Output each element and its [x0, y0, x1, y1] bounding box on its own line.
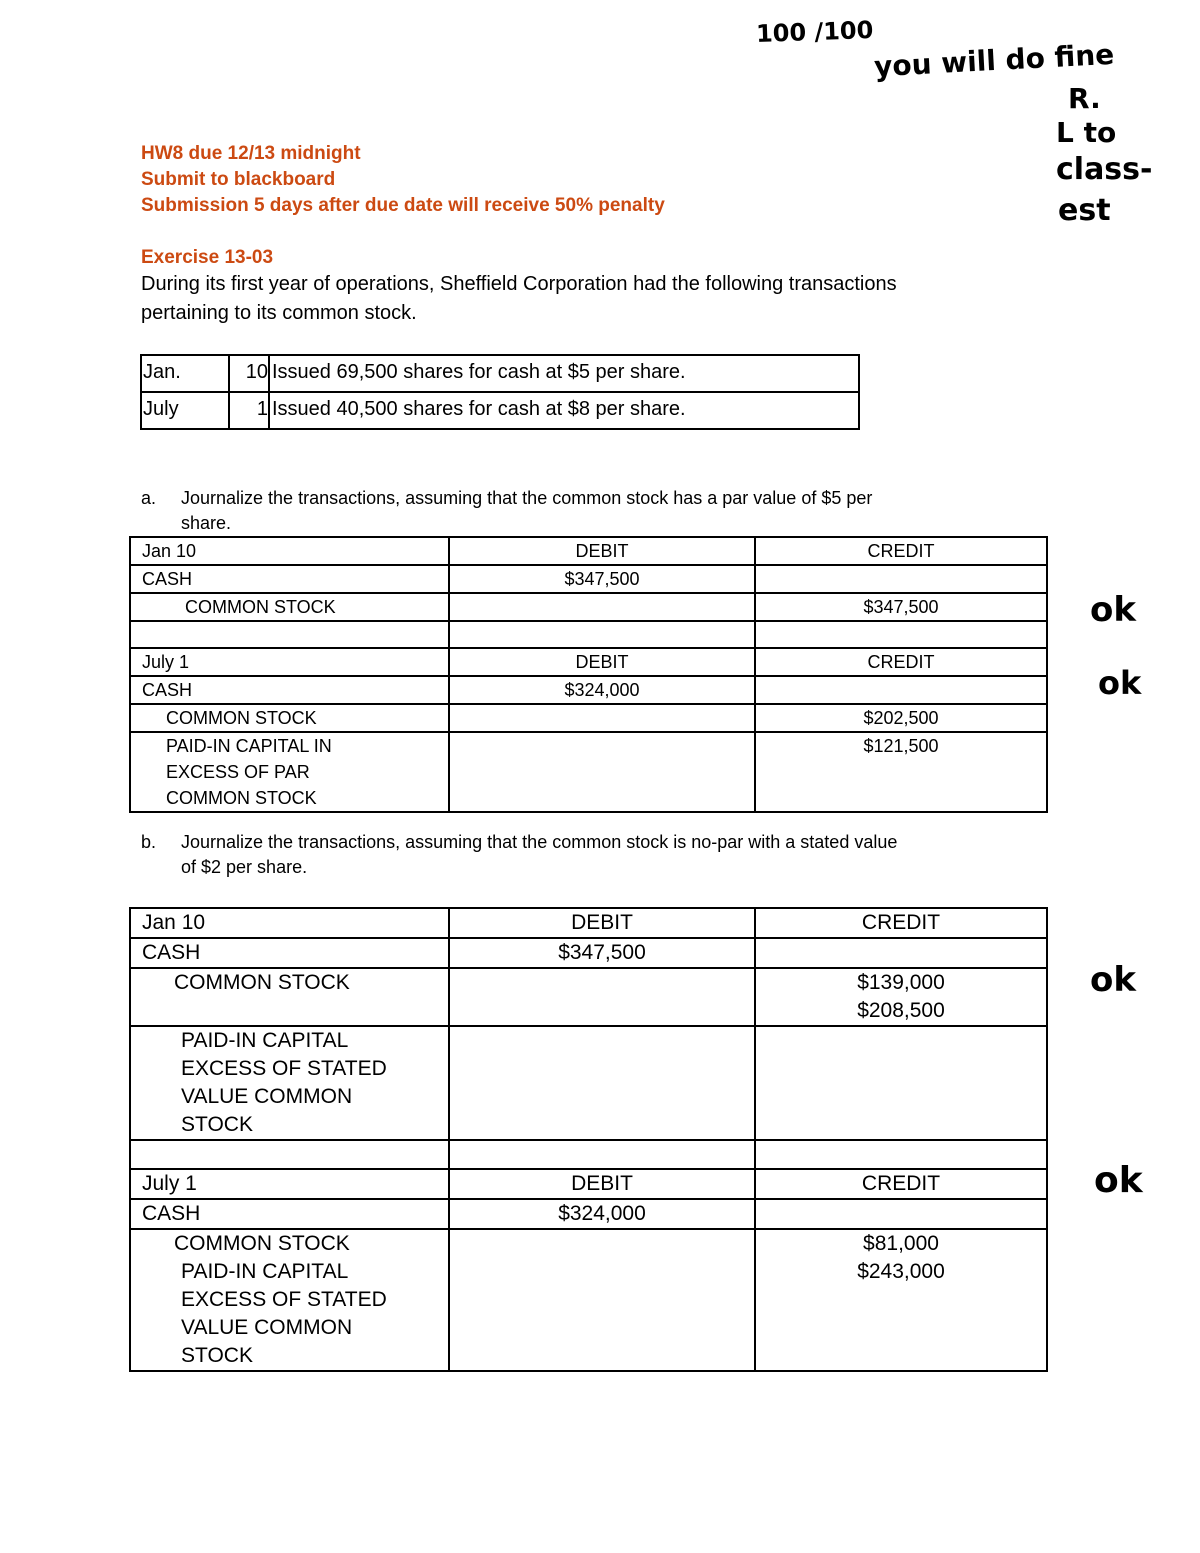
submission-instruction: Submit to blackboard	[141, 169, 336, 190]
debit-amount-cell	[449, 732, 755, 812]
transaction-month: Jan.	[141, 355, 229, 392]
grade-annotation: 100 /100	[755, 15, 874, 49]
journal-row	[130, 676, 1047, 704]
debit-header: DEBIT	[449, 1169, 755, 1199]
debit-account: CASH	[130, 938, 449, 968]
credit-account: COMMON STOCK	[130, 968, 449, 1026]
transaction-row	[141, 355, 859, 392]
credit-account-line: STOCK	[181, 1113, 253, 1136]
debit-amount: $324,000	[449, 1199, 755, 1229]
part-b-instruction-line: of $2 per share.	[181, 857, 308, 877]
transactions-table	[140, 354, 860, 430]
transaction-description: Issued 40,500 shares for cash at $8 per share.	[269, 392, 859, 429]
credit-amount-cell	[755, 1199, 1047, 1229]
credit-amount: $347,500	[755, 593, 1047, 621]
journal-row	[130, 704, 1047, 732]
credit-account	[130, 1026, 449, 1140]
journal-row	[130, 1229, 1047, 1371]
homework-due-date: HW8 due 12/13 midnight	[141, 143, 361, 164]
journal-spacer-row	[130, 1140, 1047, 1169]
handwritten-fragment: L to	[1056, 116, 1117, 149]
credit-amount-line: $139,000	[857, 971, 945, 994]
credit-amount-cell	[755, 1026, 1047, 1140]
debit-header: DEBIT	[449, 908, 755, 938]
journal-row	[130, 732, 1047, 812]
credit-account-line: VALUE COMMON	[181, 1085, 353, 1108]
debit-amount: $324,000	[449, 676, 755, 704]
credit-amount	[755, 1229, 1047, 1371]
transaction-day: 10	[229, 355, 269, 392]
debit-amount: $347,500	[449, 938, 755, 968]
journal-row	[130, 565, 1047, 593]
exercise-intro-line: During its first year of operations, Sheffield Corporation had the following transactions	[141, 273, 897, 295]
credit-amount-line: $208,500	[857, 999, 945, 1022]
credit-header: CREDIT	[755, 908, 1047, 938]
debit-amount-cell	[449, 704, 755, 732]
entry-date: Jan 10	[130, 537, 449, 565]
journal-header-row	[130, 648, 1047, 676]
part-b-instruction-line: Journalize the transactions, assuming that the common stock is no-par with a stated value	[181, 832, 898, 852]
transaction-description: Issued 69,500 shares for cash at $5 per share.	[269, 355, 859, 392]
credit-header: CREDIT	[755, 537, 1047, 565]
debit-amount-cell	[449, 593, 755, 621]
debit-account: CASH	[130, 1199, 449, 1229]
journal-header-row	[130, 537, 1047, 565]
credit-account: COMMON STOCK	[130, 593, 449, 621]
debit-header: DEBIT	[449, 537, 755, 565]
journal-row	[130, 1199, 1047, 1229]
handwritten-fragment: R.	[1068, 82, 1101, 115]
credit-account-line: PAID-IN CAPITAL	[181, 1029, 349, 1052]
credit-account-line: EXCESS OF STATED	[181, 1057, 387, 1080]
credit-account-line: PAID-IN CAPITAL IN	[166, 736, 332, 756]
check-mark-annotation: ok	[1094, 1160, 1143, 1201]
transaction-row	[141, 392, 859, 429]
journal-row	[130, 1026, 1047, 1140]
handwritten-fragment: class-	[1056, 152, 1153, 187]
credit-amount-cell	[755, 676, 1047, 704]
debit-amount-cell	[449, 1026, 755, 1140]
credit-amount	[755, 968, 1047, 1026]
credit-account-line: EXCESS OF STATED	[181, 1288, 387, 1311]
credit-account-line: EXCESS OF PAR	[166, 762, 310, 782]
credit-account-line: COMMON STOCK	[174, 1232, 350, 1255]
entry-date: Jan 10	[130, 908, 449, 938]
credit-account	[130, 732, 449, 812]
credit-account: COMMON STOCK	[130, 704, 449, 732]
part-a-instruction-line: share.	[181, 513, 232, 533]
credit-amount-line: $81,000	[863, 1232, 939, 1255]
journal-header-row	[130, 1169, 1047, 1199]
credit-account-line: STOCK	[181, 1344, 253, 1367]
debit-header: DEBIT	[449, 648, 755, 676]
part-a-label: a.	[141, 488, 157, 508]
credit-amount-cell	[755, 938, 1047, 968]
transaction-day: 1	[229, 392, 269, 429]
handwritten-comment: you will do fine	[873, 37, 1115, 84]
journal-table-part-a	[129, 536, 1048, 813]
credit-amount: $202,500	[755, 704, 1047, 732]
journal-row	[130, 938, 1047, 968]
credit-account-line: COMMON STOCK	[166, 788, 317, 808]
debit-amount-cell	[449, 1229, 755, 1371]
journal-row	[130, 968, 1047, 1026]
debit-account: CASH	[130, 676, 449, 704]
credit-amount-line: $243,000	[857, 1260, 945, 1283]
credit-account	[130, 1229, 449, 1371]
exercise-intro-line: pertaining to its common stock.	[141, 302, 417, 324]
check-mark-annotation: ok	[1098, 664, 1142, 702]
credit-account-line: PAID-IN CAPITAL	[181, 1260, 349, 1283]
journal-row	[130, 593, 1047, 621]
credit-header: CREDIT	[755, 648, 1047, 676]
journal-header-row	[130, 908, 1047, 938]
debit-account: CASH	[130, 565, 449, 593]
credit-account-line: VALUE COMMON	[181, 1316, 353, 1339]
part-a-instruction-line: Journalize the transactions, assuming that the common stock has a par value of $5 per	[181, 488, 873, 508]
check-mark-annotation: ok	[1090, 960, 1136, 1000]
transaction-month: July	[141, 392, 229, 429]
entry-date: July 1	[130, 648, 449, 676]
credit-amount: $121,500	[755, 732, 1047, 812]
handwritten-fragment: est	[1058, 193, 1111, 228]
credit-header: CREDIT	[755, 1169, 1047, 1199]
credit-amount-cell	[755, 565, 1047, 593]
check-mark-annotation: ok	[1090, 590, 1136, 630]
debit-amount: $347,500	[449, 565, 755, 593]
journal-spacer-row	[130, 621, 1047, 648]
exercise-intro	[141, 270, 1041, 328]
debit-amount-cell	[449, 968, 755, 1026]
late-penalty-note: Submission 5 days after due date will receive 50% penalty	[141, 195, 665, 216]
exercise-title: Exercise 13-03	[141, 247, 274, 268]
part-b-label: b.	[141, 832, 157, 852]
entry-date: July 1	[130, 1169, 449, 1199]
journal-table-part-b	[129, 907, 1048, 1372]
